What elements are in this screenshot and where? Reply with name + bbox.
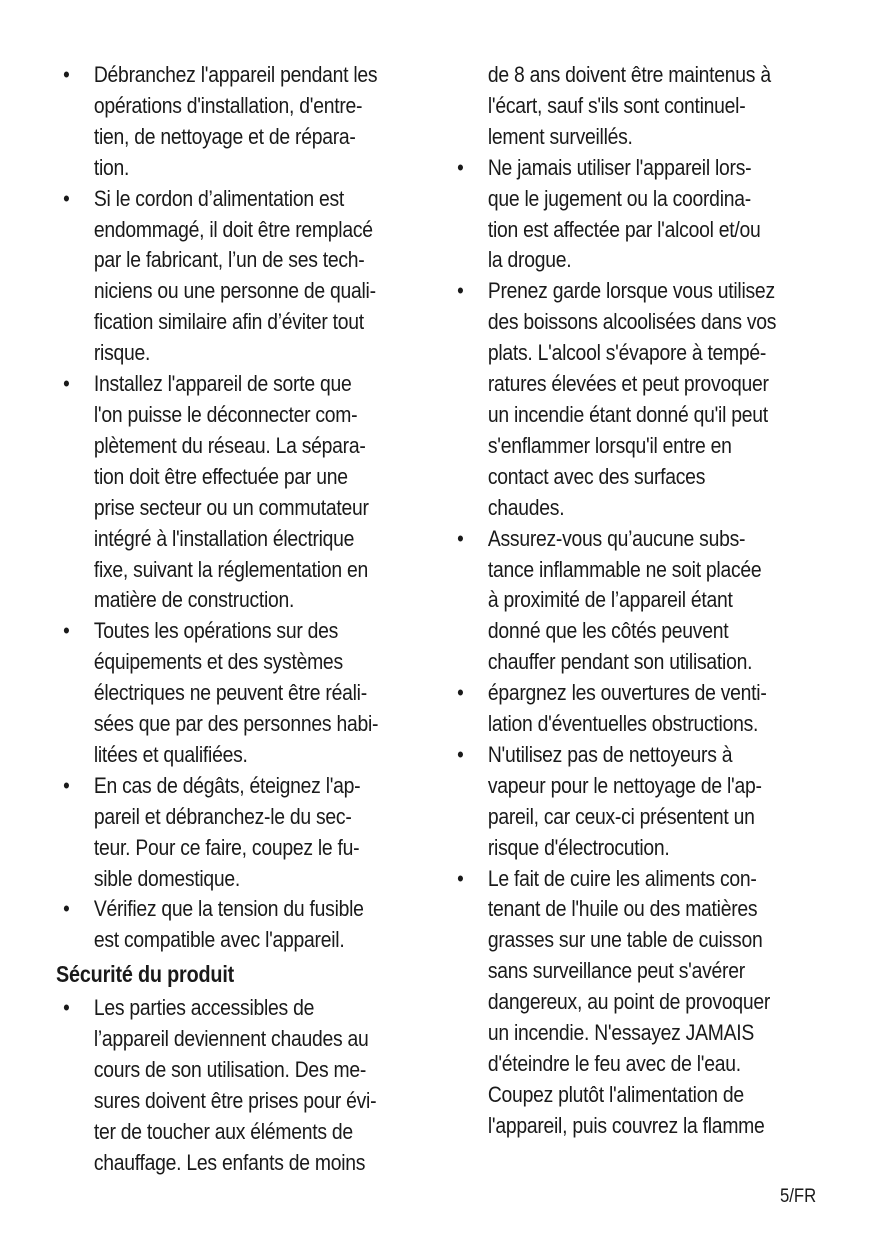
continuation-line: l'écart, sauf s'ils sont continuel-	[487, 92, 746, 118]
list-item-line: tenant de l'huile ou des matières	[487, 896, 758, 922]
list-item-line: Vérifiez que la tension du fusible	[93, 896, 364, 922]
list-item-line: sible domestique.	[93, 865, 241, 891]
list-item-line: d'éteindre le feu avec de l'eau.	[487, 1051, 741, 1076]
list-item-line: Toutes les opérations sur des	[93, 618, 339, 644]
bullet-icon: •	[457, 865, 464, 891]
list-item	[56, 771, 425, 895]
list-item-line: prise secteur ou un commutateur	[93, 494, 369, 520]
list-item-line: pareil et débranchez-le du sec-	[93, 803, 352, 829]
bullet-icon: •	[457, 741, 464, 767]
list-item	[450, 524, 825, 679]
list-item-line: chauffer pendant son utilisation.	[487, 649, 753, 675]
list-item-line: s'enflammer lorsqu'il entre en	[487, 432, 732, 458]
list-item-line: tion est affectée par l'alcool et/ou	[487, 216, 761, 242]
list-item-line: Les parties accessibles de	[93, 995, 315, 1021]
list-item-line: pareil, car ceux-ci présentent un	[487, 803, 755, 829]
list-item-line: fication similaire afin d’éviter tout	[93, 309, 364, 335]
list-item	[56, 616, 425, 771]
list-item-line: Ne jamais utiliser l'appareil lors-	[487, 154, 752, 180]
list-item-line: niciens ou une personne de quali-	[93, 278, 376, 304]
list-item	[450, 276, 825, 523]
list-item-line: ter de toucher aux éléments de	[93, 1118, 353, 1144]
list-item-line: un incendie. N'essayez JAMAIS	[487, 1020, 755, 1046]
bullet-icon: •	[63, 185, 70, 211]
left-column-text	[56, 60, 425, 1179]
list-item-line: tance inflammable ne soit placée	[487, 556, 762, 582]
continuation-line: de 8 ans doivent être maintenus à	[487, 62, 771, 87]
list-item	[56, 184, 425, 369]
list-item-line: chauffage. Les enfants de moins	[93, 1149, 366, 1175]
list-item	[450, 153, 825, 277]
list-item-line: Assurez-vous qu’aucune subs-	[487, 525, 746, 551]
page-number: 5/FR	[779, 1186, 816, 1207]
list-item-line: fixe, suivant la réglementation en	[93, 556, 368, 582]
section-heading: Sécurité du produit	[56, 961, 235, 988]
list-item-line: opérations d'installation, d'entre-	[93, 92, 363, 118]
list-item	[56, 894, 425, 956]
list-item	[56, 369, 425, 616]
list-item-line: matière de construction.	[93, 587, 295, 613]
list-item-line: Prenez garde lorsque vous utilisez	[487, 278, 775, 304]
right-column	[450, 60, 826, 1142]
list-item-line: des boissons alcoolisées dans vos	[487, 309, 777, 335]
list-item-line: plètement du réseau. La sépara-	[93, 432, 366, 458]
list-item-line: l'on puisse le déconnecter com-	[93, 401, 358, 427]
list-item-line: litées et qualifiées.	[93, 741, 248, 767]
list-item	[56, 993, 425, 1178]
list-item	[450, 864, 825, 1142]
right-column-text	[450, 60, 825, 1142]
list-item-line: teur. Pour ce faire, coupez le fu-	[93, 834, 360, 860]
bullet-icon: •	[63, 995, 70, 1021]
list-item-line: tion.	[93, 154, 130, 180]
list-item-line: tion doit être effectuée par une	[93, 463, 348, 489]
bullet-icon: •	[457, 278, 464, 304]
bullet-icon: •	[63, 618, 70, 644]
bullet-icon: •	[63, 772, 70, 798]
list-item-line: Installez l'appareil de sorte que	[93, 371, 352, 397]
list-item-line: l’appareil deviennent chaudes au	[93, 1026, 369, 1052]
list-item-line: grasses sur une table de cuisson	[487, 927, 763, 953]
bullet-icon: •	[457, 680, 464, 706]
list-item-line: vapeur pour le nettoyage de l'ap-	[487, 772, 762, 798]
bullet-icon: •	[457, 525, 464, 551]
list-item-line: Coupez plutôt l'alimentation de	[487, 1081, 744, 1107]
list-item-line: plats. L'alcool s'évapore à tempé-	[487, 340, 767, 366]
bullet-icon: •	[63, 896, 70, 922]
list-item-line: épargnez les ouvertures de venti-	[487, 680, 767, 706]
list-item-line: Débranchez l'appareil pendant les	[93, 62, 378, 87]
list-item	[450, 740, 825, 864]
list-item-line: ratures élevées et peut provoquer	[487, 371, 769, 397]
list-item-line: électriques ne peuvent être réali-	[93, 680, 367, 706]
list-item-line: chaudes.	[487, 494, 565, 520]
continuation-paragraph	[450, 60, 825, 153]
list-item-line: sées que par des personnes habi-	[93, 711, 379, 737]
list-item-line: dangereux, au point de provoquer	[487, 989, 771, 1015]
list-item-line: lation d'éventuelles obstructions.	[487, 711, 759, 737]
list-item-line: par le fabricant, l’un de ses tech-	[93, 247, 365, 273]
list-item	[56, 60, 425, 184]
left-column	[56, 60, 426, 1179]
list-item-line: donné que les côtés peuvent	[487, 618, 729, 644]
list-item-line: la drogue.	[487, 247, 572, 273]
list-item-line: sans surveillance peut s'avérer	[487, 958, 745, 984]
list-item-line: risque.	[93, 340, 151, 366]
list-item	[450, 678, 825, 740]
list-item-line: sures doivent être prises pour évi-	[93, 1088, 377, 1113]
list-item-line: N'utilisez pas de nettoyeurs à	[487, 741, 733, 767]
list-item-line: intégré à l'installation électrique	[93, 525, 355, 551]
list-item-line: équipements et des systèmes	[93, 649, 343, 675]
list-item-line: En cas de dégâts, éteignez l'ap-	[93, 772, 361, 798]
list-item-line: cours de son utilisation. Des me-	[93, 1057, 367, 1083]
list-item-line: Si le cordon d’alimentation est	[93, 185, 344, 211]
bullet-icon: •	[63, 62, 70, 87]
list-item-line: l'appareil, puis couvrez la flamme	[487, 1112, 765, 1138]
list-item-line: contact avec des surfaces	[487, 463, 706, 489]
list-item-line: est compatible avec l'appareil.	[93, 927, 345, 953]
continuation-line: lement surveillés.	[487, 123, 633, 149]
list-item-line: risque d'électrocution.	[487, 834, 670, 860]
bullet-icon: •	[457, 154, 464, 180]
list-item-line: tien, de nettoyage et de répara-	[93, 123, 356, 149]
list-item-line: endommagé, il doit être remplacé	[93, 216, 373, 242]
list-item-line: que le jugement ou la coordina-	[487, 185, 751, 211]
list-item-line: Le fait de cuire les aliments con-	[487, 865, 757, 891]
list-item-line: un incendie étant donné qu'il peut	[487, 401, 768, 427]
list-item-line: à proximité de l’appareil étant	[487, 587, 733, 613]
bullet-icon: •	[63, 371, 70, 397]
